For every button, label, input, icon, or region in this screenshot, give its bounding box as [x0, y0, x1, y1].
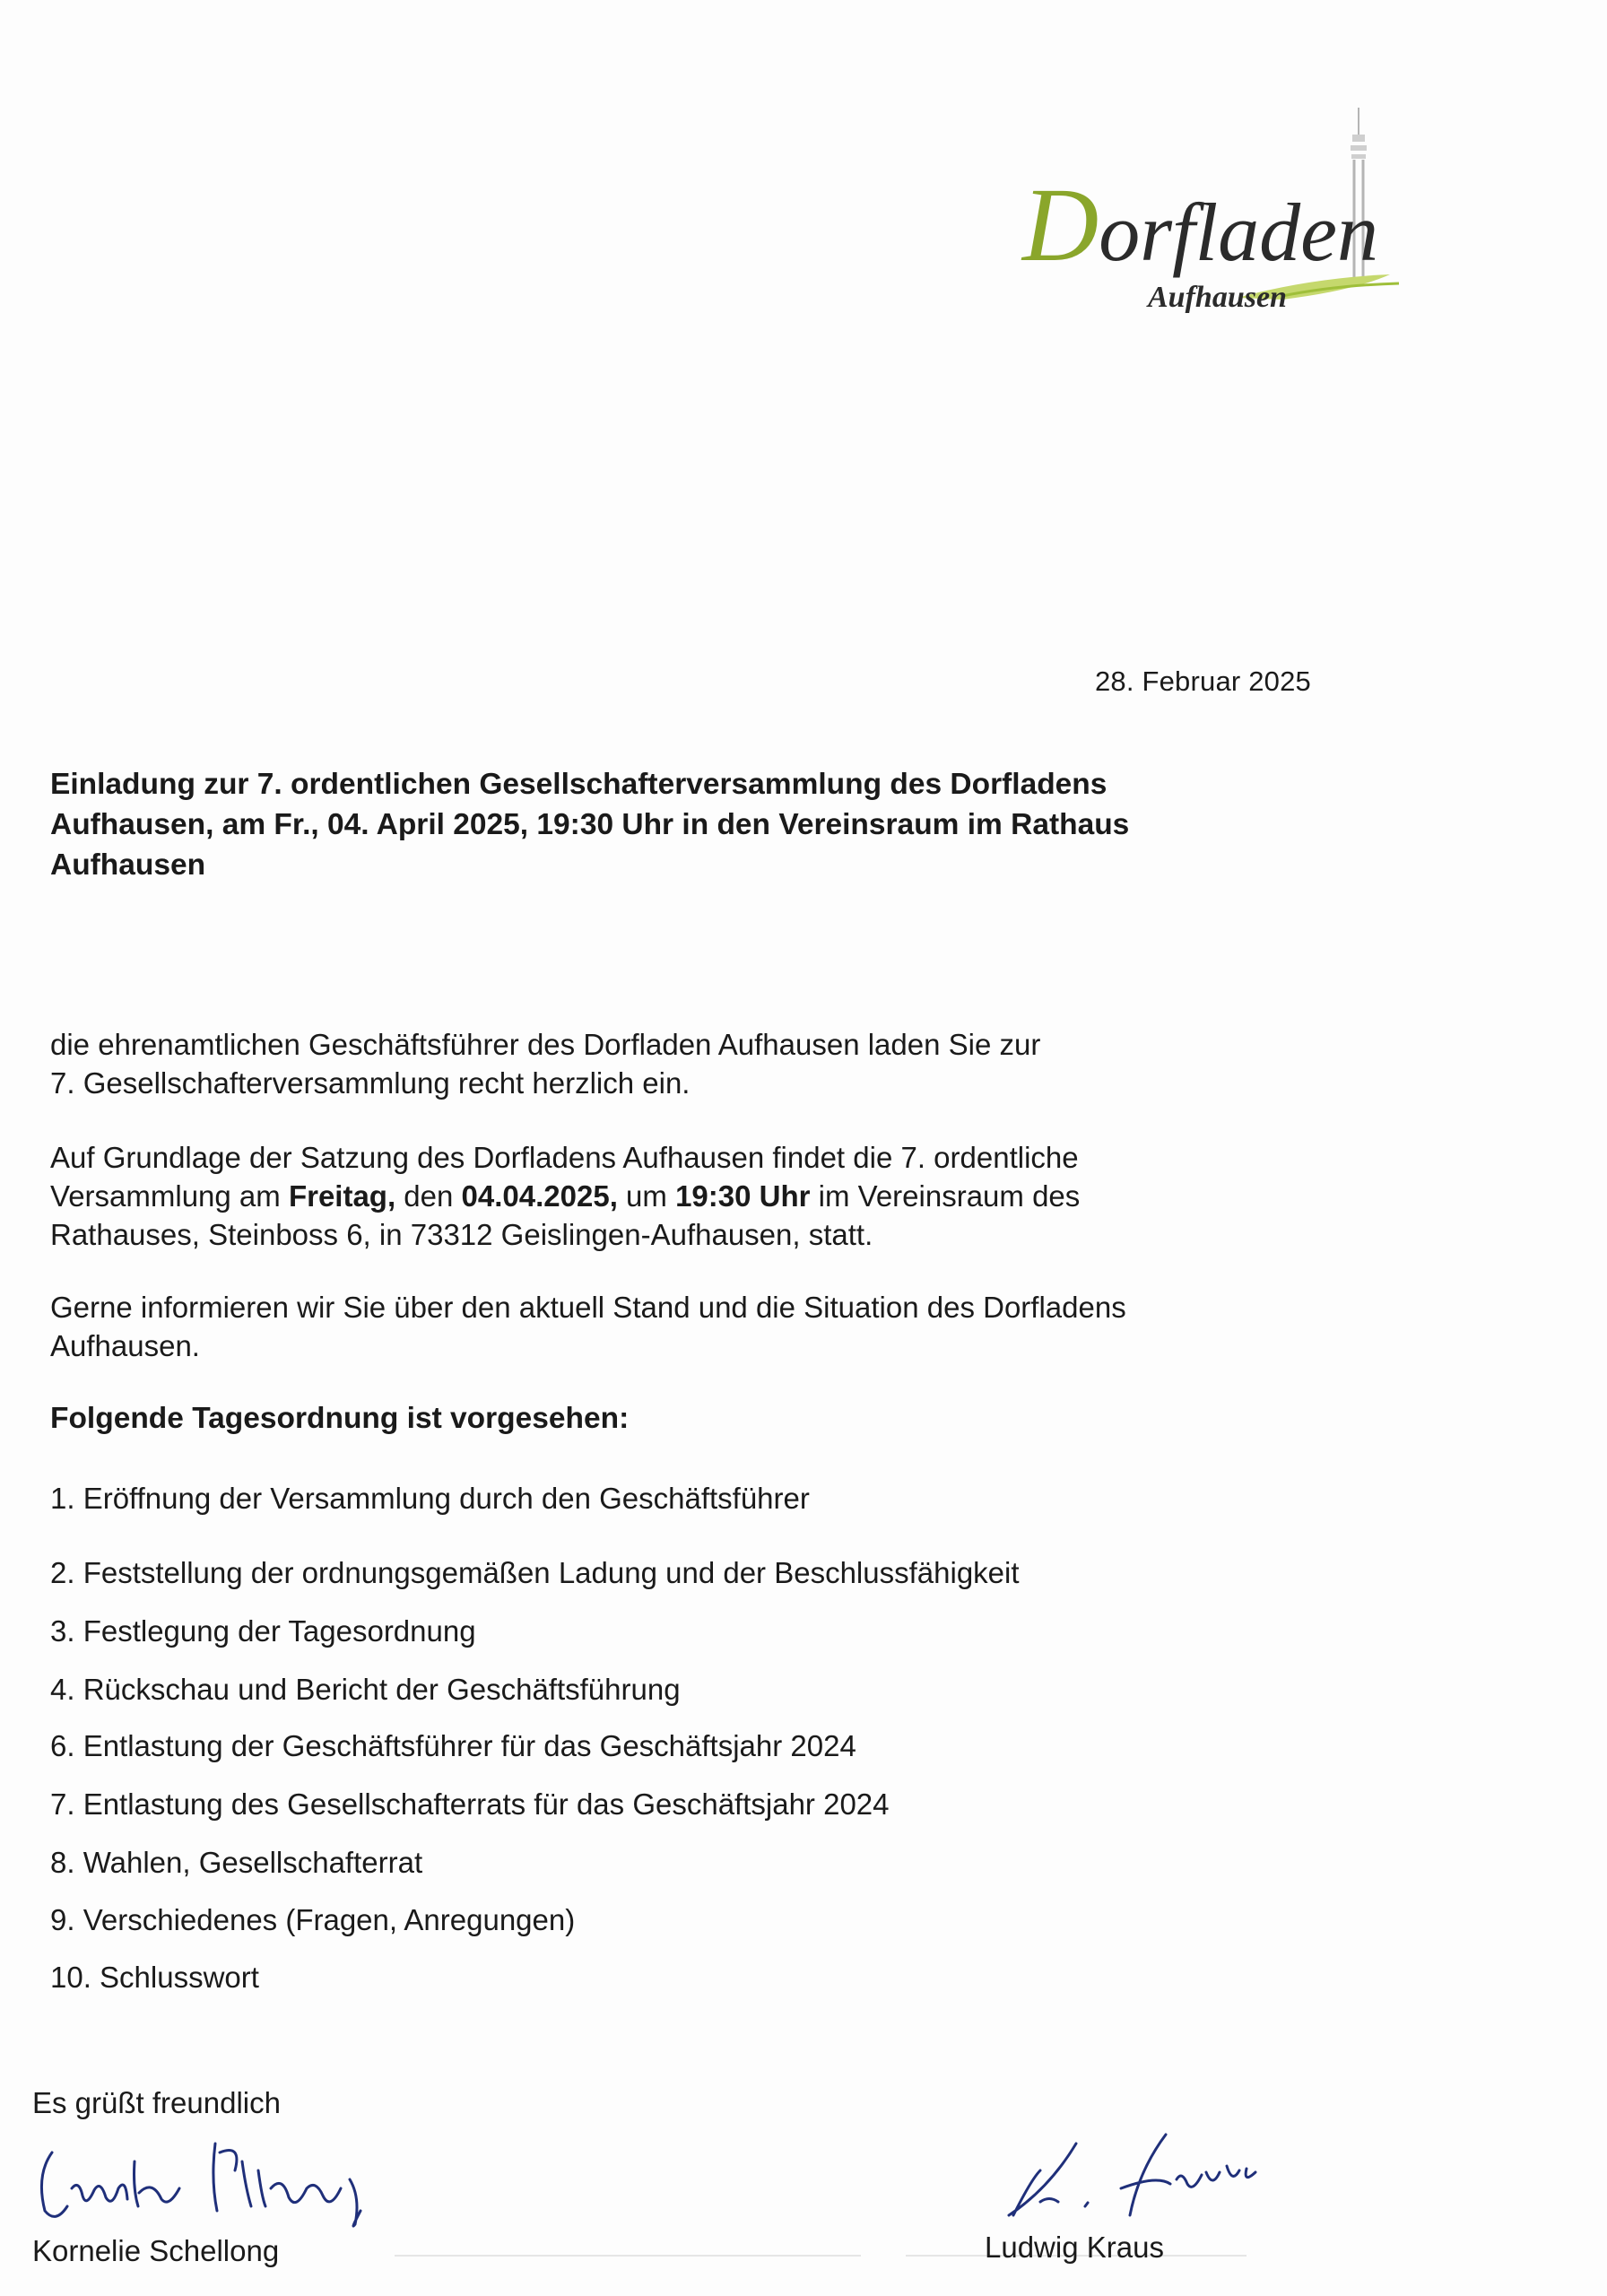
info-line-2: Aufhausen. — [50, 1329, 200, 1362]
logo-name: Dorfladen — [1022, 166, 1378, 283]
paragraph-info — [50, 1288, 1342, 1365]
logo-place: Aufhausen — [1148, 281, 1287, 314]
signature-line-left — [395, 2255, 861, 2257]
dorfladen-logo — [1013, 99, 1426, 332]
agenda-item: 2. Feststellung der ordnungsgemäßen Ladung und der Beschlussfähigkeit — [50, 1556, 1020, 1589]
meeting-date: 04.04.2025, — [461, 1179, 618, 1213]
subject-line-1: Einladung zur 7. ordentlichen Gesellschafterversammlung des Dorfladens — [50, 768, 1108, 801]
paragraph-intro — [50, 1025, 1342, 1102]
logo-graphic — [1013, 99, 1426, 332]
agenda-item: 3. Festlegung der Tagesordnung — [50, 1614, 476, 1648]
details-text: Versammlung am — [50, 1179, 289, 1213]
meeting-weekday: Freitag, — [288, 1179, 396, 1213]
agenda-item: 7. Entlastung des Gesellschafterrats für das Geschäftsjahr 2024 — [50, 1787, 890, 1821]
agenda-item: 4. Rückschau und Bericht der Geschäftsführung — [50, 1673, 681, 1706]
agenda-item: 10. Schlusswort — [50, 1961, 259, 1994]
agenda-item: 8. Wahlen, Gesellschafterrat — [50, 1846, 423, 1879]
details-line-1: Auf Grundlage der Satzung des Dorfladens Aufhausen findet die 7. ordentliche — [50, 1141, 1079, 1174]
agenda-item: 9. Verschiedenes (Fragen, Anregungen) — [50, 1903, 576, 1936]
agenda-title: Folgende Tagesordnung ist vorgesehen: — [50, 1402, 630, 1435]
letter-date: 28. Februar 2025 — [1094, 665, 1311, 697]
details-text: den — [395, 1179, 462, 1213]
details-text: im Vereinsraum des — [810, 1179, 1081, 1213]
details-line-2 — [50, 1177, 1342, 1215]
signer-name-right: Ludwig Kraus — [985, 2231, 1164, 2264]
letter-subject — [50, 764, 1306, 885]
signer-name-left: Kornelie Schellong — [32, 2234, 280, 2267]
intro-line-1: die ehrenamtlichen Geschäftsführer des Dorfladen Aufhausen laden Sie zur — [50, 1028, 1041, 1061]
signature-right — [977, 2117, 1264, 2233]
intro-line-2: 7. Gesellschafterversammlung recht herzlich ein. — [50, 1066, 691, 1100]
info-line-1: Gerne informieren wir Sie über den aktuell Stand und die Situation des Dorfladens — [50, 1291, 1126, 1324]
signature-left — [27, 2126, 404, 2233]
details-line-3: Rathauses, Steinboss 6, in 73312 Geislingen-Aufhausen, statt. — [50, 1218, 873, 1251]
agenda-item: 1. Eröffnung der Versammlung durch den Geschäftsführer — [50, 1482, 810, 1515]
closing-greeting: Es grüßt freundlich — [32, 2086, 281, 2119]
subject-line-2: Aufhausen, am Fr., 04. April 2025, 19:30 Uhr in den Vereinsraum im Rathaus — [50, 808, 1130, 841]
paragraph-meeting-details — [50, 1138, 1342, 1254]
subject-line-3: Aufhausen — [50, 848, 206, 882]
agenda-item: 6. Entlastung der Geschäftsführer für das Geschäftsjahr 2024 — [50, 1729, 856, 1762]
details-text: um — [617, 1179, 676, 1213]
meeting-time: 19:30 Uhr — [675, 1179, 811, 1213]
